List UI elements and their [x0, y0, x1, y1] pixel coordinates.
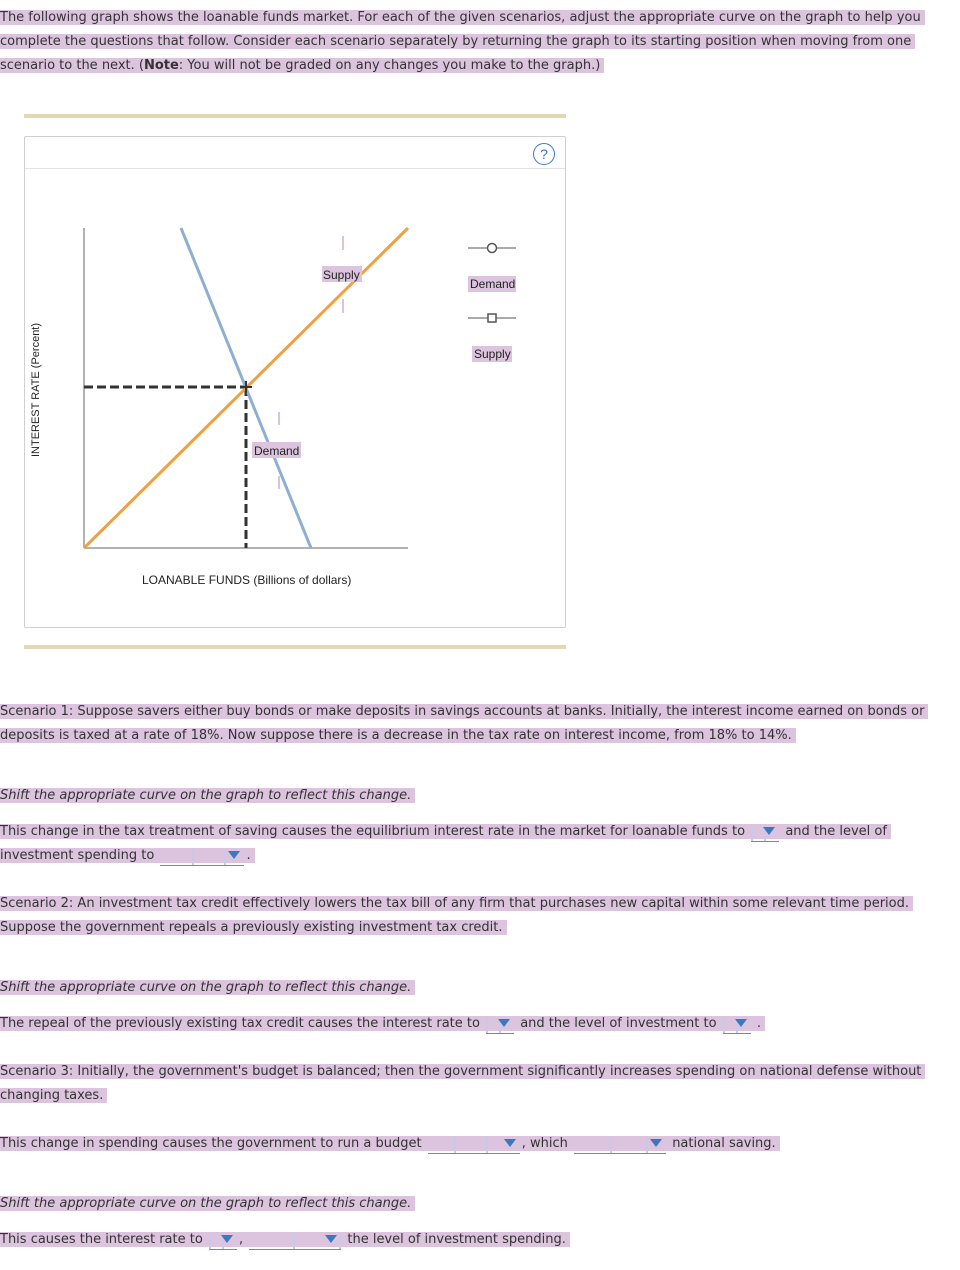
- scenario1-question: This change in the tax treatment of saving causes the equilibrium interest rate in the market for loanable funds to and the level of investment spending to .: [0, 820, 925, 868]
- scenario2-investment-dropdown[interactable]: [723, 1013, 751, 1034]
- y-axis-label: INTEREST RATE (Percent): [30, 322, 42, 458]
- scenario1-instruction: Shift the appropriate curve on the graph to reflect this change.: [0, 784, 925, 808]
- loanable-funds-graph[interactable]: [0, 0, 600, 660]
- scenario3-question: This change in spending causes the government to run a budget , which national saving.: [0, 1132, 925, 1156]
- scenario2-question: The repeal of the previously existing tax credit causes the interest rate to and the level of investment to .: [0, 1012, 925, 1036]
- x-axis-label: LOANABLE FUNDS (Billions of dollars): [142, 573, 352, 587]
- help-icon[interactable]: ?: [533, 143, 555, 165]
- palette-demand-tool[interactable]: [468, 244, 516, 293]
- scenario3-national-saving-dropdown[interactable]: [574, 1133, 666, 1154]
- scenario1-interest-rate-dropdown[interactable]: [751, 821, 779, 842]
- palette-supply-label: Supply: [474, 347, 511, 361]
- supply-curve-label: Supply: [323, 268, 360, 282]
- scenario2-text: Scenario 2: An investment tax credit effectively lowers the tax bill of any firm that purchases new capital within some relevant time period. Suppose the government repeals a previously existing investment tax credit.: [0, 892, 925, 940]
- palette-demand-label: Demand: [470, 277, 516, 291]
- scenario3-budget-dropdown[interactable]: [428, 1133, 520, 1154]
- scenario3-investment-dropdown[interactable]: [249, 1229, 341, 1250]
- scenario2-instruction: Shift the appropriate curve on the graph to reflect this change.: [0, 976, 925, 1000]
- scenario3-instruction: Shift the appropriate curve on the graph to reflect this change.: [0, 1192, 925, 1216]
- intro-paragraph: The following graph shows the loanable funds market. For each of the given scenarios, adjust the appropriate curve on the graph to help you complete the questions that follow. Consider each scenario separately by returning the graph to its starting position when moving from one scenario to the next. (Note: You will not be graded on any changes you make to the graph.): [0, 6, 925, 78]
- scenario3-interest-rate-dropdown[interactable]: [209, 1229, 237, 1250]
- demand-curve-label: Demand: [254, 444, 300, 458]
- scenario3-text: Scenario 3: Initially, the government's budget is balanced; then the government significantly increases spending on national defense without changing taxes.: [0, 1060, 925, 1108]
- scenario1-investment-dropdown[interactable]: [160, 845, 244, 866]
- palette-supply-tool[interactable]: [468, 314, 516, 362]
- scenario3-question2: This causes the interest rate to , the level of investment spending.: [0, 1228, 925, 1252]
- note-label: Note: [143, 58, 179, 73]
- scenario2-interest-rate-dropdown[interactable]: [486, 1013, 514, 1034]
- scenario1-text: Scenario 1: Suppose savers either buy bonds or make deposits in savings accounts at banks. Initially, the interest income earned on bonds or deposits is taxed at a rate of 18%. Now suppose there is a decrease in the tax rate on interest income, from 18% to 14%.: [0, 700, 925, 748]
